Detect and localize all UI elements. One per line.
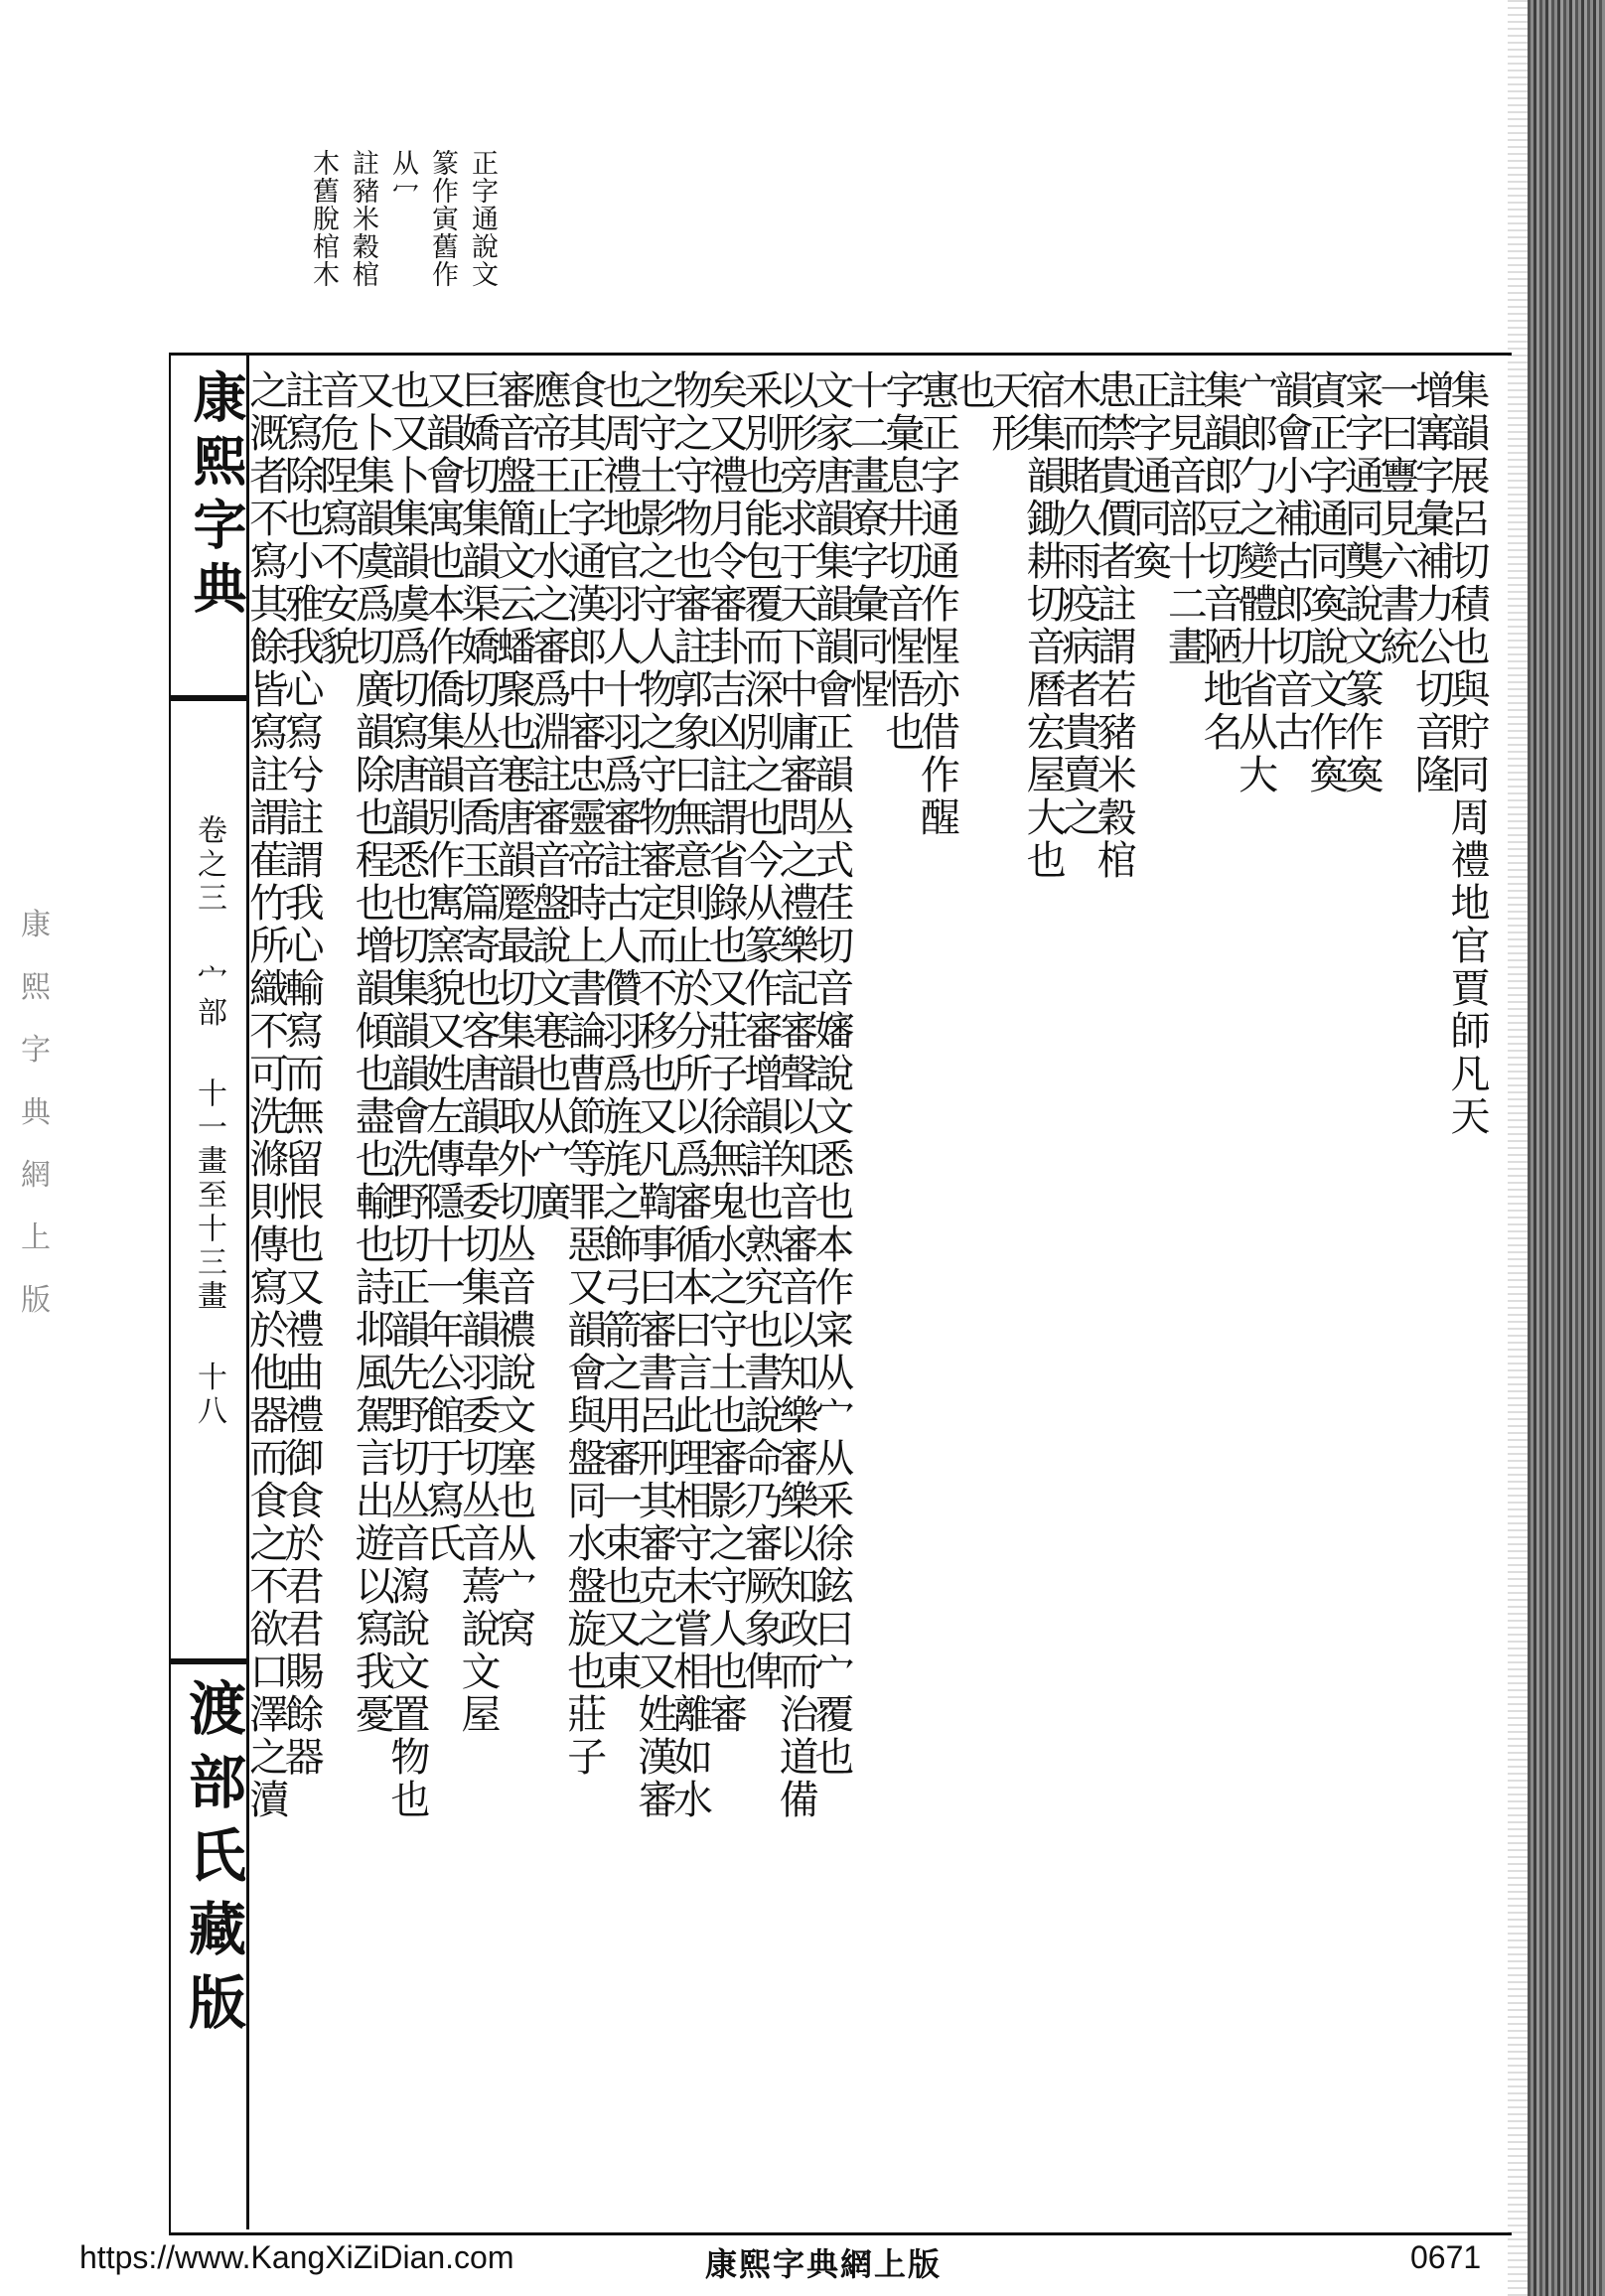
text-column: 集韻展呂切積也與貯同周禮地官賈師凡天 (1443, 369, 1490, 1138)
text-column: 增㝤字彙補力公切音隆 (1408, 369, 1455, 796)
text-column: 物之守物也審註郭象曰無意則止於分所以爲審循本曰言此理相守未嘗相離如水 (666, 369, 713, 1821)
text-column: 十二畫寮字彙同惺 (843, 369, 890, 711)
text-column: 患禁貴價者註謂若豬米穀棺 (1091, 369, 1137, 882)
top-annotation (266, 149, 505, 338)
text-column: 之溉者不寫其餘皆寫註謂萑竹所織不可洗滌則傳寫於他器而食之不欲口澤之瀆 (242, 369, 289, 1821)
footer-page-number: 0671 (1410, 2239, 1482, 2275)
text-column: 宀郎勹之變體廾省从大 (1232, 369, 1278, 796)
side-char: 字 (21, 1033, 51, 1068)
text-column: 又卜集韻虞爲切廣韻除也程也增韻傾也盡也輸也詩邶風駕言出遊以寫我憂 (349, 369, 395, 1736)
text-column: 寊正字通同寏說文作寏 (1302, 369, 1349, 796)
publisher-mark: 渡部氏藏版 (179, 1678, 246, 2046)
side-char: 典 (21, 1095, 51, 1130)
text-column: 註寫除也小雅我心寫兮註謂我心輸寫而無留恨也又禮曲禮御食於君君賜餘器 (278, 369, 325, 1779)
page-number-cjk: 十八 (192, 1361, 226, 1429)
footer-title: 康熙字典網上版 (705, 2245, 943, 2283)
scan-edge (1528, 0, 1605, 2296)
text-columns (242, 369, 1493, 2217)
text-column: 宿集韻鋤耕切音曆宏屋大也 (1020, 369, 1067, 882)
text-column: 木而賭久雨疫病者貴賣之 (1055, 369, 1101, 839)
volume-label: 卷之三 (192, 814, 226, 916)
side-char: 版 (21, 1283, 51, 1318)
text-column: 天形 (984, 369, 1031, 455)
text-column: 巨嬌切集韻渠嬌切丛音喬玉篇寄也客唐韻韋委切集韻羽委切丛音蔫說文屋 (454, 369, 501, 1736)
text-column: 寭正字通通作惺亦借作醒 (914, 369, 960, 839)
annotation-line: 木舊脫棺木 (308, 149, 339, 288)
text-column: 韻會小補古郎切音古 (1267, 369, 1314, 754)
side-char: 康 (21, 908, 51, 942)
radical-label: 宀部 (192, 962, 226, 1031)
margin-info (187, 814, 230, 1429)
text-column: 也 (948, 369, 995, 412)
text-column: 也又卜集韻虞爲切寫唐韻悉也切集韻韻會洗野切正韻先野切丛音瀉說文置物也 (383, 369, 430, 1821)
text-column: 寀字通同龑說文篆作寏 (1338, 369, 1385, 796)
annotation-line: 正字通說文 (467, 149, 498, 288)
text-column: 審音盤簡文云蟠聚也寋唐韻蹷最切集韻取外切丛音禯說文塞也从宀窝 (490, 369, 536, 1650)
side-char: 熙 (21, 970, 51, 1005)
margin-divider (169, 695, 248, 701)
annotation-line: 从冖 (387, 149, 418, 205)
text-column: 應帝王止水之審爲淵註審音盤說文寋也从宀廣 (525, 369, 572, 1223)
book-title: 康熙字典 (185, 369, 248, 624)
text-column: 食其正字通漢郎中審忠靈帝時上書論曹節等罪惡又韻會與盤同水盤旋也莊子 (560, 369, 607, 1779)
side-char: 上 (21, 1220, 51, 1255)
text-column: 矣又禮月令審卦吉凶註謂省錄也又莊子徐無鬼水之守土也審影之守人也審 (701, 369, 748, 1736)
annotation-line: 註豬米穀棺 (348, 149, 378, 288)
annotation-line: 篆作寅舊作 (427, 149, 458, 288)
margin-divider (169, 1658, 248, 1664)
text-column: 又韻會寓也本作僑集韻別作寯窯貌又姓左傳隱十一年公館于寫氏 (419, 369, 466, 1565)
text-column: 正字通同寏 (1125, 369, 1172, 583)
text-column: 之守土影之守人物之守物審定而不移也又凡鞫事曰審書呂刑其審克之又姓漢審 (631, 369, 677, 1821)
side-char: 網 (21, 1158, 51, 1193)
text-column: 註見音部十二畫 (1161, 369, 1208, 668)
side-watermark (16, 894, 56, 1332)
text-column: 也周禮地官羽人十羽爲審註古人儹羽爲旌旄之飾弓箭之用審一束也又東 (596, 369, 643, 1693)
text-column: 文家唐韻集韻韻會正韻丛式荏切音嬸說文悉也本作寀从宀从釆徐鉉曰宀覆也 (807, 369, 854, 1779)
text-column: 以形旁求于天下中庸審問之禮樂記審聲以知音審音以知樂審樂以知政而治道備 (773, 369, 819, 1821)
text-column: 音危陧寫不安貌 (313, 369, 360, 668)
text-column: 字彙息井切音惺悟也 (878, 369, 925, 754)
site-url[interactable]: https://www.KangXiZiDian.com (79, 2239, 514, 2275)
text-column: 釆別也能包覆而深別之也今从篆作審增韻詳也熟究也書說命乃審厥象俾 (737, 369, 784, 1693)
stroke-range: 十一畫至十三畫 (192, 1077, 226, 1315)
text-column: 集韻郎豆切音陋地名 (1196, 369, 1242, 754)
text-column: 一曰寷見六書統 (1373, 369, 1419, 668)
